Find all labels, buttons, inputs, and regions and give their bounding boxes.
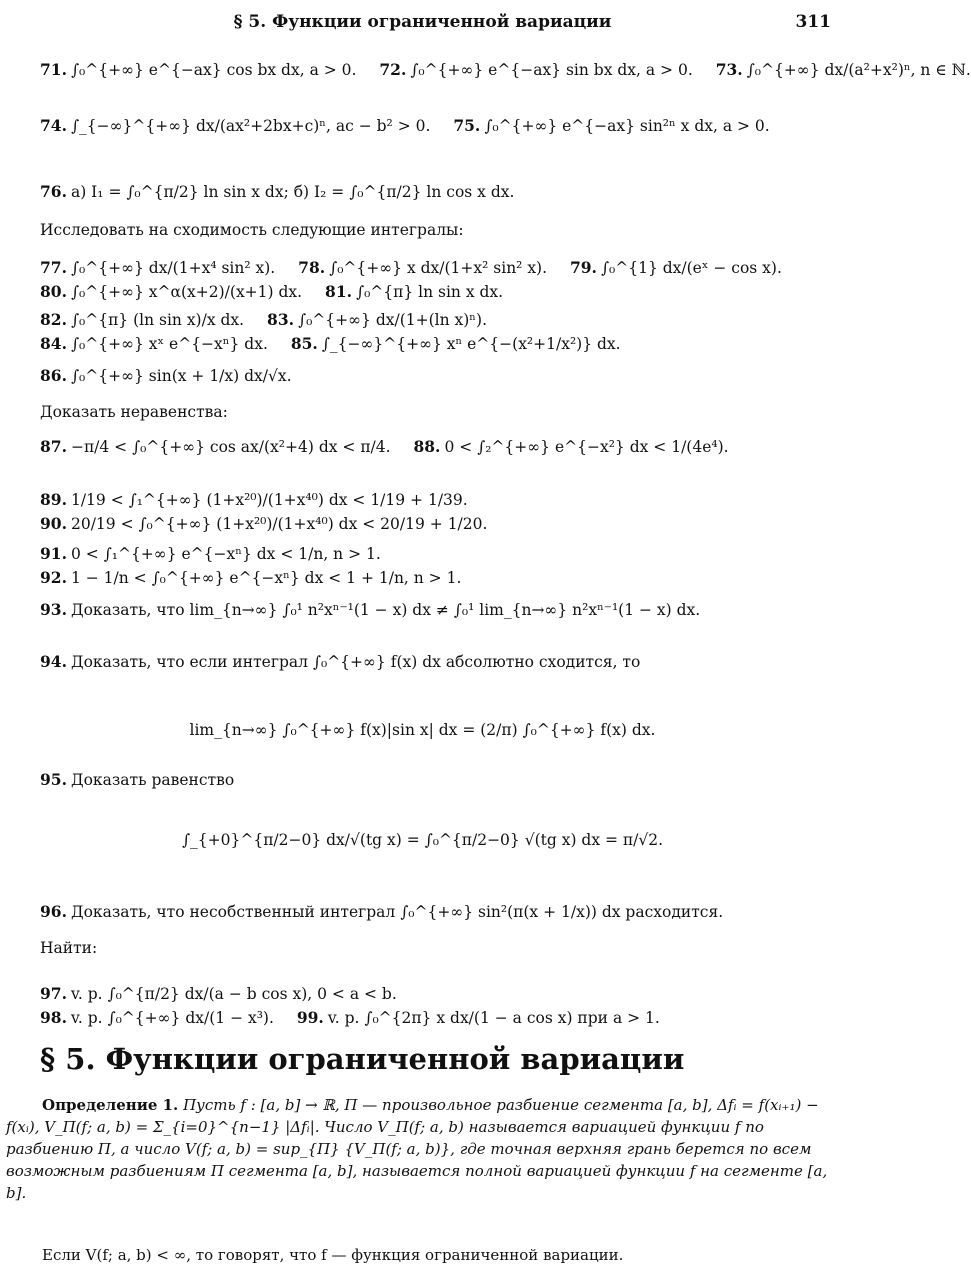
problem-number: 75. <box>453 116 481 135</box>
section-title: § 5. Функции ограниченной вариации <box>40 1042 685 1076</box>
problem-formula: ∫₀^{+∞} dx/(1+(ln x)ⁿ). <box>298 311 487 329</box>
problem-number: 90. <box>40 514 67 533</box>
problem-number: 79. <box>569 258 597 277</box>
problem-line <box>40 282 833 302</box>
problem-number: 89. <box>40 490 67 509</box>
problem-line <box>40 366 833 386</box>
problem-number: 78. <box>298 258 326 277</box>
problem-number: 71. <box>40 60 67 79</box>
problem-line <box>40 437 833 457</box>
problem-number: 99. <box>296 1008 324 1027</box>
problem-formula: −π/4 < ∫₀^{+∞} cos ax/(x²+4) dx < π/4. <box>70 438 391 456</box>
problem-formula: v. p. ∫₀^{2π} x dx/(1 − a cos x) при a > 1. <box>327 1009 660 1027</box>
running-header <box>0 12 845 36</box>
problem-line <box>40 514 833 534</box>
problem-line <box>40 182 833 202</box>
problem-formula: а) I₁ = ∫₀^{π/2} ln sin x dx; б) I₂ = ∫₀^{π/2} ln cos x dx. <box>70 183 515 201</box>
problem-line <box>40 116 833 136</box>
problem-formula: ∫₀^{+∞} e^{−ax} sin²ⁿ x dx, a > 0. <box>484 117 770 135</box>
problem-line <box>40 984 833 1004</box>
problem-formula: Доказать, что lim_{n→∞} ∫₀¹ n²xⁿ⁻¹(1 − x) dx ≠ ∫₀¹ lim_{n→∞} n²xⁿ⁻¹(1 − x) dx. <box>70 601 701 619</box>
problem-number: 73. <box>715 60 743 79</box>
problem-line <box>40 334 833 354</box>
problem-number: 92. <box>40 568 67 587</box>
problem-formula: ∫₀^{+∞} dx/(a²+x²)ⁿ, n ∈ ℕ. <box>746 61 971 79</box>
instruction-convergence: Исследовать на сходимость следующие интегралы: <box>40 221 464 239</box>
problem-formula: ∫₀^{+∞} xˣ e^{−xⁿ} dx. <box>70 335 268 353</box>
problem-number: 98. <box>40 1008 67 1027</box>
problem-formula: 1 − 1/n < ∫₀^{+∞} e^{−xⁿ} dx < 1 + 1/n, n > 1. <box>70 569 462 587</box>
problem-formula: Доказать, что если интеграл ∫₀^{+∞} f(x) dx абсолютно сходится, то <box>70 653 641 671</box>
problem-number: 72. <box>379 60 407 79</box>
problem-line <box>40 600 833 620</box>
problem-formula: Доказать равенство <box>70 771 235 789</box>
problem-line <box>40 258 833 278</box>
problem-line <box>40 770 833 790</box>
problem-line <box>40 652 833 672</box>
problem-formula: ∫₀^{π} (ln sin x)/x dx. <box>70 311 245 329</box>
running-title: § 5. Функции ограниченной вариации <box>233 12 612 32</box>
problem-formula: ∫₀^{π} ln sin x dx. <box>356 283 504 301</box>
problem-number: 82. <box>40 310 67 329</box>
problem-number: 77. <box>40 258 67 277</box>
problem-line <box>40 902 833 922</box>
problem-formula: ∫₀^{+∞} sin(x + 1/x) dx/√x. <box>70 367 292 385</box>
problem-line <box>40 490 833 510</box>
problem-number: 83. <box>267 310 294 329</box>
problem-formula: v. p. ∫₀^{π/2} dx/(a − b cos x), 0 < a < b. <box>70 985 397 1003</box>
problem-formula: 1/19 < ∫₁^{+∞} (1+x²⁰)/(1+x⁴⁰) dx < 1/19 + 1/39. <box>70 491 468 509</box>
problem-formula: ∫₀^{+∞} dx/(1+x⁴ sin² x). <box>70 259 276 277</box>
problem-formula: ∫₀^{+∞} x dx/(1+x² sin² x). <box>329 259 548 277</box>
definition-label: Определение 1. <box>42 1096 179 1114</box>
page-number: 311 <box>795 12 831 32</box>
instruction-find: Найти: <box>40 939 98 957</box>
problem-number: 91. <box>40 544 67 563</box>
problem-formula: ∫₀^{+∞} e^{−ax} sin bx dx, a > 0. <box>410 61 693 79</box>
problem-line <box>40 544 833 564</box>
problem-number: 87. <box>40 437 67 456</box>
problem-formula: Доказать, что несобственный интеграл ∫₀^{+∞} sin²(π(x + 1/x)) dx расходится. <box>70 903 724 921</box>
problem-formula: 0 < ∫₁^{+∞} e^{−xⁿ} dx < 1/n, n > 1. <box>70 545 381 563</box>
problem-formula: ∫_{−∞}^{+∞} xⁿ e^{−(x²+1/x²)} dx. <box>321 335 621 353</box>
closing-text: Если V(f; a, b) < ∞, то говорят, что f — функция ограниченной вариации. <box>42 1246 624 1264</box>
problem-line <box>40 1008 833 1028</box>
problem-formula: 0 < ∫₂^{+∞} e^{−x²} dx < 1/(4e⁴). <box>444 438 729 456</box>
definition-paragraph <box>6 1094 835 1204</box>
problem-number: 80. <box>40 282 67 301</box>
problem-number: 88. <box>413 437 441 456</box>
problem-number: 84. <box>40 334 67 353</box>
display-formula: lim_{n→∞} ∫₀^{+∞} f(x)|sin x| dx = (2/π) ∫₀^{+∞} f(x) dx. <box>189 721 656 739</box>
problem-formula: v. p. ∫₀^{+∞} dx/(1 − x³). <box>70 1009 274 1027</box>
problem-formula: ∫₀^{+∞} e^{−ax} cos bx dx, a > 0. <box>70 61 357 79</box>
display-formula: ∫_{+0}^{π/2−0} dx/√(tg x) = ∫₀^{π/2−0} √(tg x) dx = π/√2. <box>181 831 663 849</box>
problem-number: 81. <box>325 282 353 301</box>
problem-number: 94. <box>40 652 67 671</box>
problem-number: 85. <box>290 334 318 353</box>
problem-number: 74. <box>40 116 67 135</box>
problem-number: 93. <box>40 600 67 619</box>
definition-text: Пусть f : [a, b] → ℝ, Π — произвольное разбиение сегмента [a, b], Δfᵢ = f(xᵢ₊₁) − f(xᵢ), V_Π(f; a, b) = Σ_{i=0}^{n−1} |Δfᵢ|. Число V_Π(f; a, b) называется вариацией функции f по разбиению Π, а число V(f; a, b) = sup_{Π} {V_Π(f; a, b)}, где точная верхняя грань берется по всем возможным разбиениям Π сегмента [a, b], называется полной вариацией функции f на сегменте [a, b]. <box>6 1096 828 1202</box>
problem-formula: ∫₀^{1} dx/(eˣ − cos x). <box>600 259 782 277</box>
problem-formula: ∫_{−∞}^{+∞} dx/(ax²+2bx+c)ⁿ, ac − b² > 0. <box>70 117 431 135</box>
problem-number: 97. <box>40 984 67 1003</box>
problem-line <box>40 568 833 588</box>
instruction-inequalities: Доказать неравенства: <box>40 403 228 421</box>
problem-number: 76. <box>40 182 67 201</box>
problem-line <box>40 310 833 330</box>
problem-formula: 20/19 < ∫₀^{+∞} (1+x²⁰)/(1+x⁴⁰) dx < 20/19 + 1/20. <box>70 515 488 533</box>
problem-formula: ∫₀^{+∞} x^α(x+2)/(x+1) dx. <box>70 283 303 301</box>
problem-number: 86. <box>40 366 67 385</box>
problem-line <box>40 60 971 80</box>
problem-number: 95. <box>40 770 67 789</box>
problem-number: 96. <box>40 902 67 921</box>
